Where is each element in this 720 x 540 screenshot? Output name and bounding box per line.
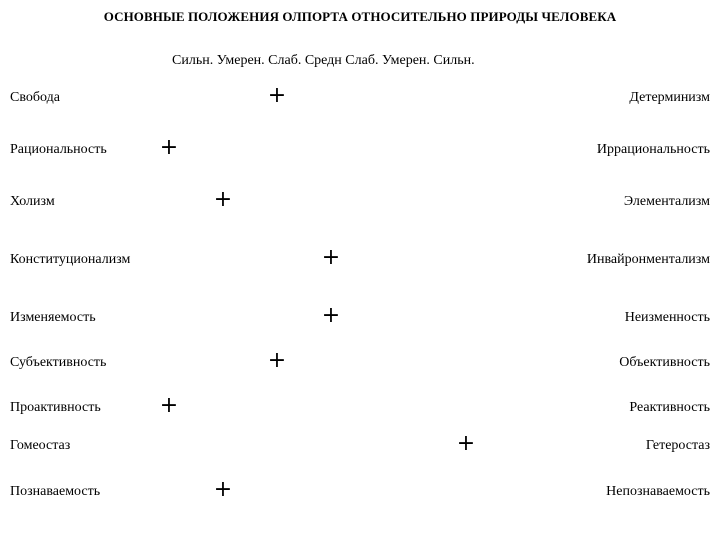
table-row: [0, 135, 720, 162]
left-pole-label: Свобода: [10, 90, 60, 105]
rating-mark: +: [267, 83, 287, 108]
left-pole-label: Субъективность: [10, 355, 107, 370]
scale-header: Сильн. Умерен. Слаб. Средн Слаб. Умерен. Сильн.: [172, 53, 475, 68]
left-pole-label: Конституционализм: [10, 252, 131, 267]
table-row: [0, 303, 720, 330]
right-pole-label: Иррациональность: [596, 142, 710, 157]
rating-mark: +: [159, 393, 179, 418]
right-pole-label: Детерминизм: [629, 90, 710, 105]
table-row: [0, 393, 720, 420]
rating-mark: +: [213, 187, 233, 212]
rating-mark: +: [159, 135, 179, 160]
left-pole-label: Холизм: [10, 194, 55, 209]
rating-mark: +: [213, 477, 233, 502]
right-pole-label: Элементализм: [623, 194, 710, 209]
right-pole-label: Реактивность: [629, 400, 710, 415]
left-pole-label: Познаваемость: [10, 484, 101, 499]
left-pole-label: Рациональность: [10, 142, 107, 157]
right-pole-label: Объективность: [619, 355, 710, 370]
table-row: [0, 348, 720, 375]
page-title: ОСНОВНЫЕ ПОЛОЖЕНИЯ ОЛПОРТА ОТНОСИТЕЛЬНО ПРИРОДЫ ЧЕЛОВЕКА: [103, 9, 617, 24]
rating-mark: +: [456, 431, 476, 456]
table-row: [0, 245, 720, 272]
rating-mark: +: [321, 303, 341, 328]
right-pole-label: Неизменность: [624, 310, 710, 325]
right-pole-label: Гетеростаз: [645, 438, 710, 453]
right-pole-label: Инвайронментализм: [586, 252, 710, 267]
table-row: [0, 477, 720, 504]
table-row: [0, 431, 720, 458]
right-pole-label: Непознаваемость: [606, 484, 710, 499]
left-pole-label: Изменяемость: [10, 310, 96, 325]
table-row: [0, 187, 720, 214]
left-pole-label: Проактивность: [10, 400, 101, 415]
left-pole-label: Гомеостаз: [10, 438, 71, 453]
table-row: [0, 83, 720, 110]
rating-mark: +: [321, 245, 341, 270]
rating-mark: +: [267, 348, 287, 373]
